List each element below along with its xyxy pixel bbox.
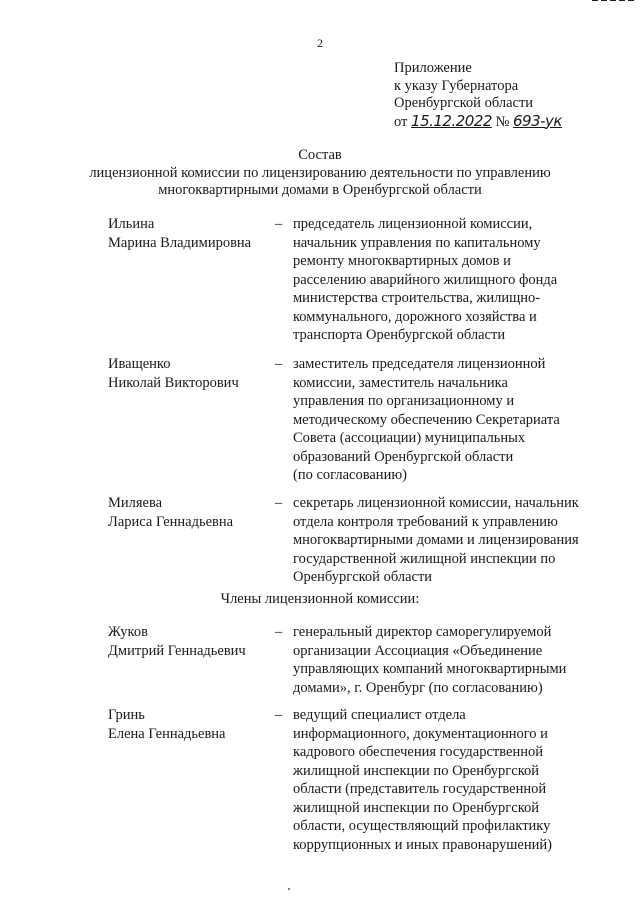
desc-line: образований Оренбургской области	[293, 448, 514, 465]
desc-line: государственной жилищной инспекции по	[293, 550, 556, 567]
given-names: Лариса Геннадьевна	[108, 513, 234, 530]
appendix-line: Оренбургской области	[394, 95, 534, 111]
desc-line: управления по организационному и	[293, 393, 515, 409]
title-line: Состав	[298, 147, 342, 163]
appendix-date-line	[394, 113, 562, 132]
title-line: многоквартирными домами в Оренбургской области	[158, 182, 482, 198]
surname: Иващенко	[108, 356, 171, 372]
document-title	[0, 147, 640, 200]
dash: –	[275, 216, 283, 232]
members-heading: Члены лицензионной комиссии:	[220, 591, 420, 607]
appendix-line: к указу Губернатора	[394, 77, 519, 94]
desc-line: расселению аварийного жилищного фонда	[293, 271, 558, 288]
desc-line: председатель лицензионной комиссии,	[293, 216, 533, 232]
person-name	[108, 623, 268, 660]
desc-line: ремонту многоквартирных домов и	[293, 253, 511, 269]
dash: –	[275, 707, 283, 723]
desc-line: коммунального, дорожного хозяйства и	[293, 308, 537, 325]
desc-line: генеральный директор саморегулируемой	[293, 624, 552, 640]
corner-mark	[592, 0, 634, 11]
title-line: лицензионной комиссии по лицензированию деятельности по управлению	[89, 164, 551, 181]
desc-line: министерства строительства, жилищно-	[293, 290, 541, 306]
person-name	[108, 215, 268, 252]
given-names: Николай Викторович	[108, 374, 239, 391]
desc-line: многоквартирными домами и лицензирования	[293, 532, 579, 548]
desc-line: секретарь лицензионной комиссии, начальник	[293, 495, 579, 511]
surname: Жуков	[108, 624, 148, 640]
page-number: 2	[317, 36, 323, 50]
handwritten-date: 15.12.2022	[411, 111, 492, 130]
desc-line: жилищной инспекции по Оренбургской	[293, 799, 540, 816]
position-description	[293, 494, 613, 587]
desc-line: заместитель председателя лицензионной	[293, 356, 546, 372]
surname: Гринь	[108, 707, 145, 723]
desc-line: Оренбургской области	[293, 569, 433, 585]
person-name	[108, 355, 268, 392]
desc-line: комиссии, заместитель начальника	[293, 374, 508, 391]
position-description	[293, 623, 613, 697]
position-description	[293, 355, 613, 485]
given-names: Марина Владимировна	[108, 234, 252, 251]
appendix-line: Приложение	[394, 60, 472, 76]
person-name	[108, 706, 268, 743]
surname: Ильина	[108, 216, 155, 232]
desc-line: области, осуществляющий профилактику	[293, 818, 551, 834]
desc-line: ведущий специалист отдела	[293, 707, 466, 723]
desc-line: жилищной инспекции по Оренбургской	[293, 762, 540, 779]
desc-line: кадрового обеспечения государственной	[293, 744, 543, 760]
scan-dot	[288, 888, 290, 890]
desc-line: информационного, документационного и	[293, 725, 548, 742]
desc-line: методическому обеспечению Секретариата	[293, 411, 560, 428]
desc-line: транспорта Оренбургской области	[293, 327, 506, 343]
desc-line: отдела контроля требований к управлению	[293, 513, 558, 530]
given-names: Елена Геннадьевна	[108, 725, 226, 742]
desc-line: организации Ассоциация «Объединение	[293, 642, 543, 659]
desc-line: области (представитель государственной	[293, 781, 547, 797]
number-label: №	[495, 113, 510, 130]
dash: –	[275, 356, 283, 372]
desc-line: Совета (ассоциации) муниципальных	[293, 430, 526, 446]
given-names: Дмитрий Геннадьевич	[108, 642, 246, 659]
surname: Миляева	[108, 495, 163, 511]
desc-line: домами», г. Оренбург (по согласованию)	[293, 679, 543, 696]
appendix-block	[394, 60, 562, 131]
handwritten-number: 693-ук	[513, 111, 562, 130]
desc-line: коррупционных и иных правонарушений)	[293, 836, 552, 853]
dash: –	[275, 495, 283, 511]
desc-line: управляющих компаний многоквартирными	[293, 661, 567, 677]
position-description	[293, 706, 613, 854]
desc-line: (по согласованию)	[293, 467, 407, 483]
dash: –	[275, 624, 283, 640]
from-label: от	[394, 113, 408, 130]
person-name	[108, 494, 268, 531]
desc-line: начальник управления по капитальному	[293, 234, 541, 251]
position-description	[293, 215, 613, 345]
